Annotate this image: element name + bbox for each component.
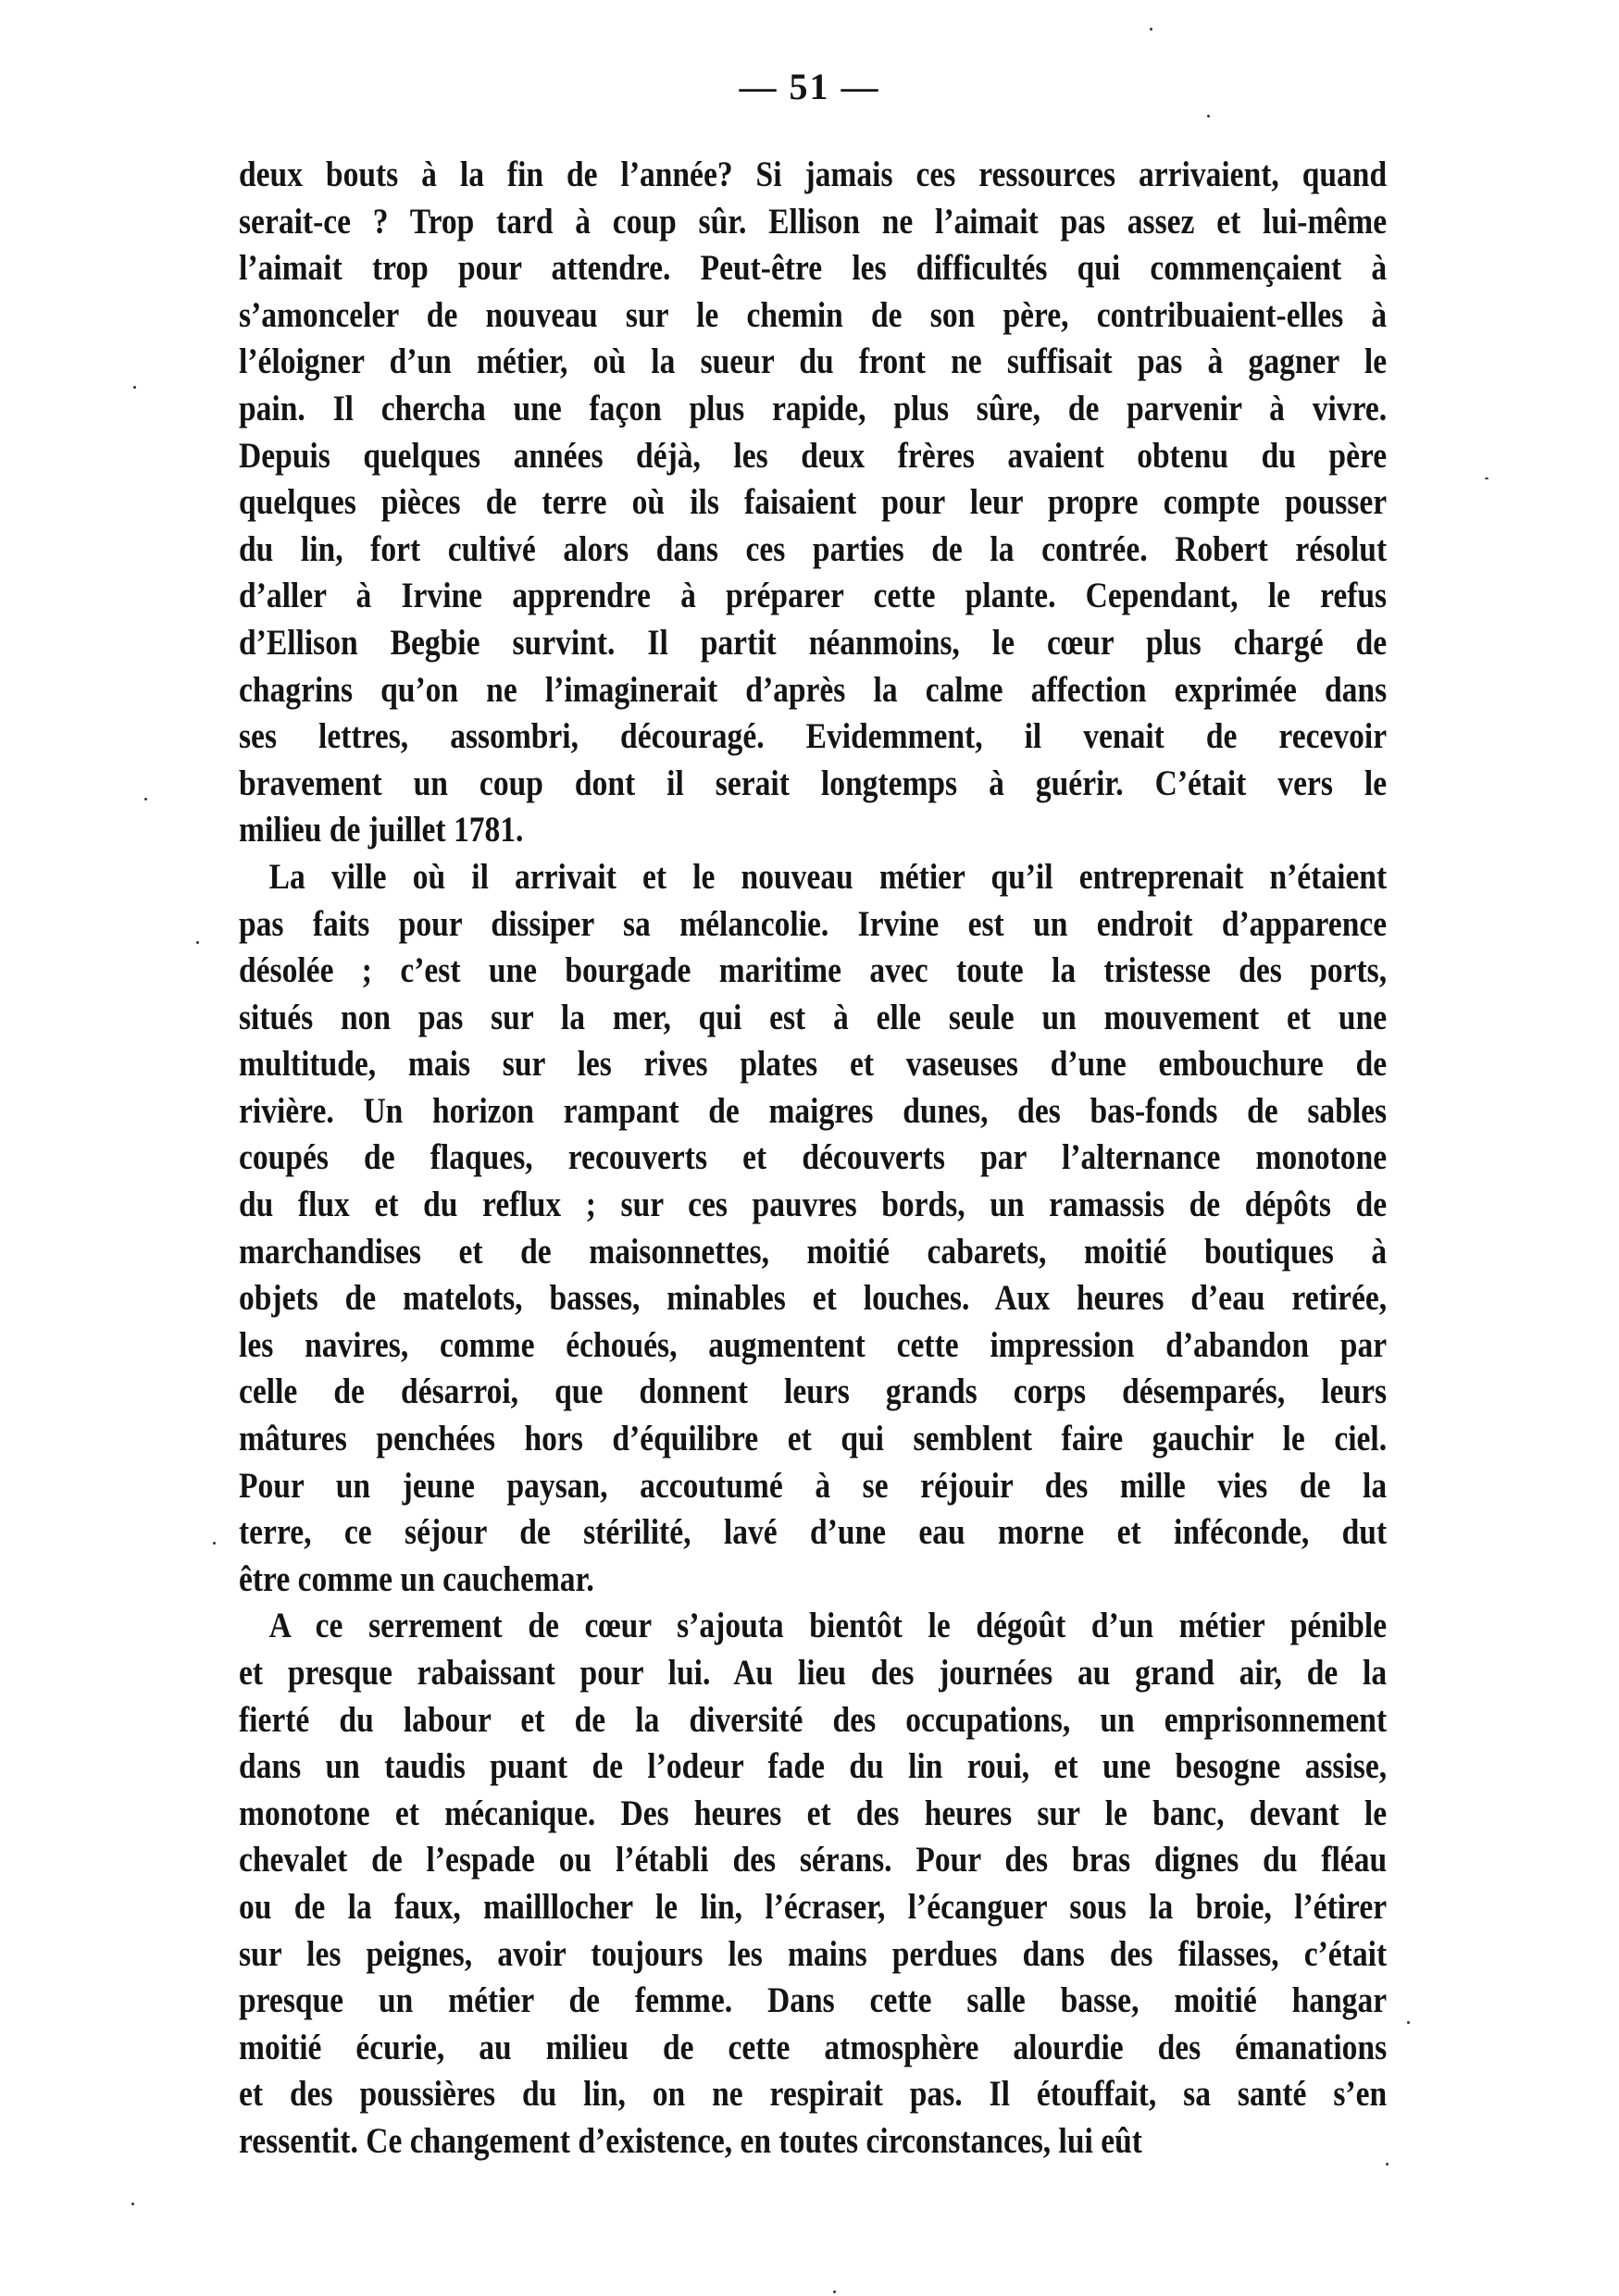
body-text	[239, 152, 1387, 2166]
text-line: pain. Il chercha une façon plus rapide, plus sûre, de parvenir à vivre.	[239, 388, 1388, 428]
text-line: ressentit. Ce changement d’existence, en toutes circonstances, lui eût	[239, 2120, 1142, 2161]
text-line: dans un taudis puant de l’odeur fade du lin roui, et une besogne assise,	[239, 1746, 1388, 1787]
text-line: fierté du labour et de la diversité des occupations, un emprisonnement	[239, 1699, 1388, 1740]
text-line: s’amonceler de nouveau sur le chemin de son père, contribuaient-elles à	[239, 294, 1388, 335]
text-line: chagrins qu’on ne l’imaginerait d’après la calme affection exprimée dans	[239, 669, 1388, 710]
text-line: du lin, fort cultivé alors dans ces parties de la contrée. Robert résolut	[239, 528, 1388, 569]
text-line: chevalet de l’espade ou l’établi des sérans. Pour des bras dignes du fléau	[239, 1840, 1388, 1880]
text-line: presque un métier de femme. Dans cette salle basse, moitié hangar	[239, 1980, 1388, 2021]
text-line: désolée ; c’est une bourgade maritime avec toute la tristesse des ports,	[239, 950, 1388, 991]
page-number: — 51 —	[739, 66, 880, 107]
scan-speck	[1207, 115, 1210, 118]
scan-speck	[1407, 2021, 1410, 2024]
text-line: milieu de juillet 1781.	[239, 810, 524, 850]
scan-speck	[133, 386, 136, 389]
text-line: d’Ellison Begbie survint. Il partit néanmoins, le cœur plus chargé de	[239, 622, 1388, 663]
scan-speck	[833, 2290, 836, 2293]
text-line: rivière. Un horizon rampant de maigres dunes, des bas-fonds de sables	[239, 1090, 1388, 1131]
scan-speck	[196, 941, 199, 944]
scan-speck	[144, 798, 147, 800]
text-line: bravement un coup dont il serait longtemps à guérir. C’était vers le	[239, 763, 1388, 803]
text-line: celle de désarroi, que donnent leurs grands corps désemparés, leurs	[239, 1371, 1388, 1412]
text-line: deux bouts à la fin de l’année? Si jamais ces ressources arrivaient, quand	[239, 155, 1388, 194]
text-line: et des poussières du lin, on ne respirait pas. Il étouffait, sa santé s’en	[239, 2074, 1388, 2115]
text-line: quelques pièces de terre où ils faisaient pour leur propre compte pousser	[239, 482, 1388, 523]
text-line: l’éloigner d’un métier, où la sueur du front ne suffisait pas à gagner le	[239, 341, 1388, 382]
text-line: objets de matelots, basses, minables et louches. Aux heures d’eau retirée,	[239, 1278, 1388, 1319]
text-line: pas faits pour dissiper sa mélancolie. Irvine est un endroit d’apparence	[239, 903, 1388, 944]
text-line: d’aller à Irvine apprendre à préparer cette plante. Cependant, le refus	[239, 576, 1388, 616]
text-line: terre, ce séjour de stérilité, lavé d’une eau morne et inféconde, dut	[239, 1512, 1388, 1553]
text-line: du flux et du reflux ; sur ces pauvres bords, un ramassis de dépôts de	[239, 1185, 1388, 1225]
text-line: et presque rabaissant pour lui. Au lieu des journées au grand air, de la	[239, 1653, 1388, 1693]
text-line: ou de la faux, mailllocher le lin, l’écraser, l’écanguer sous la broie, l’étirer	[239, 1886, 1388, 1927]
text-line: être comme un cauchemar.	[239, 1558, 594, 1599]
scan-speck	[1150, 28, 1152, 31]
text-line: mâtures penchées hors d’équilibre et qui semblent faire gauchir le ciel.	[239, 1419, 1388, 1459]
scan-speck	[213, 1542, 216, 1545]
text-line: sur les peignes, avoir toujours les mains perdues dans des filasses, c’était	[239, 1933, 1388, 1974]
text-line: marchandises et de maisonnettes, moitié cabarets, moitié boutiques à	[239, 1231, 1388, 1272]
text-line: multitude, mais sur les rives plates et vaseuses d’une embouchure de	[239, 1044, 1388, 1085]
text-line: ses lettres, assombri, découragé. Evidemment, il venait de recevoir	[239, 716, 1388, 757]
text-line: Depuis quelques années déjà, les deux frères avaient obtenu du père	[239, 435, 1388, 476]
text-line: les navires, comme échoués, augmentent cette impression d’abandon par	[239, 1324, 1388, 1365]
text-line: coupés de flaques, recouverts et découverts par l’alternance monotone	[239, 1137, 1388, 1178]
scan-speck	[1386, 2163, 1389, 2166]
text-line: A ce serrement de cœur s’ajouta bientôt le dégoût d’un métier pénible	[268, 1606, 1388, 1646]
text-line: l’aimait trop pour attendre. Peut-être les difficultés qui commençaient à	[239, 248, 1388, 289]
text-line: serait-ce ? Trop tard à coup sûr. Ellison ne l’aimait pas assez et lui-même	[239, 201, 1388, 242]
text-line: Pour un jeune paysan, accoutumé à se réjouir des mille vies de la	[239, 1465, 1388, 1506]
text-line: moitié écurie, au milieu de cette atmosphère alourdie des émanations	[239, 2027, 1388, 2067]
scan-speck	[1485, 478, 1488, 479]
scan-speck	[131, 2203, 134, 2205]
text-line: La ville où il arrivait et le nouveau métier qu’il entreprenait n’étaient	[268, 856, 1388, 897]
text-line: situés non pas sur la mer, qui est à elle seule un mouvement et une	[239, 997, 1388, 1037]
text-line: monotone et mécanique. Des heures et des heures sur le banc, devant le	[239, 1793, 1388, 1833]
